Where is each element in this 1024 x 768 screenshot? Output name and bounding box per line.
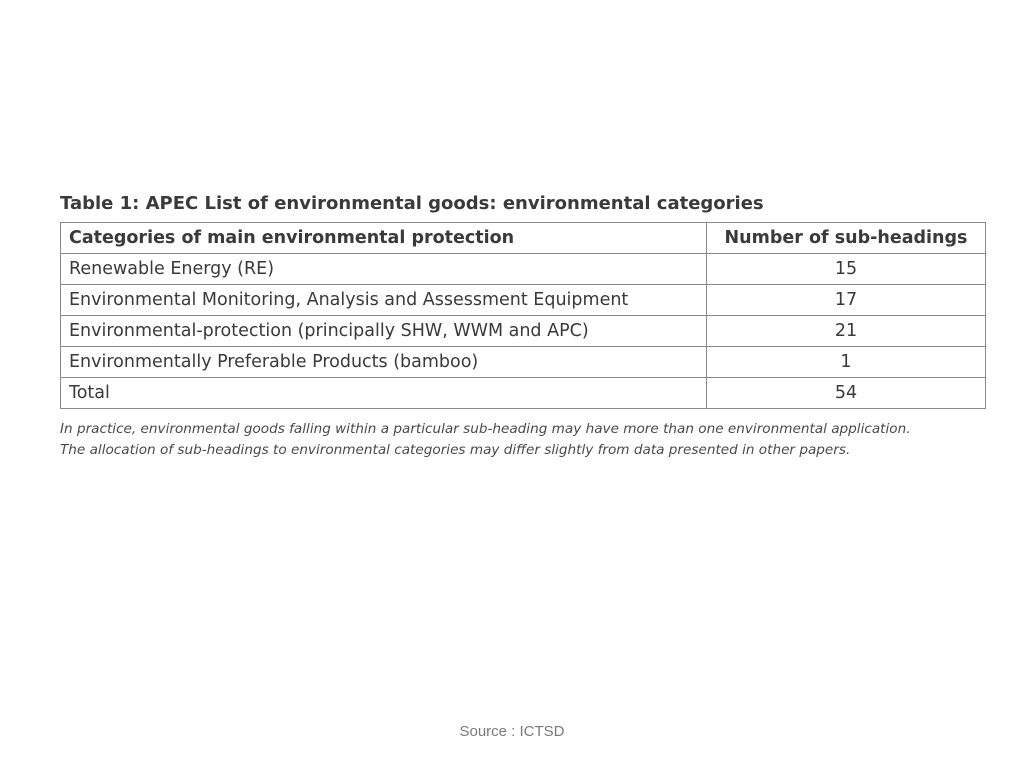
table-row xyxy=(61,285,986,316)
total-row xyxy=(61,378,986,409)
header-sub-headings-count: Number of sub-headings xyxy=(707,223,986,254)
count-cell: 1 xyxy=(707,347,986,378)
header-category: Categories of main environmental protection xyxy=(61,223,707,254)
note-line: In practice, environmental goods falling within a particular sub-heading may have more than one environmental application. xyxy=(60,421,911,437)
environmental-categories-table xyxy=(60,222,986,409)
source-caption: Source : ICTSD xyxy=(459,723,565,740)
table-row xyxy=(61,347,986,378)
table-title: Table 1: APEC List of environmental goods: environmental categories xyxy=(60,193,764,214)
category-cell: Environmental Monitoring, Analysis and Assessment Equipment xyxy=(61,285,707,316)
note-line: The allocation of sub-headings to environmental categories may differ slightly from data presented in other papers. xyxy=(60,442,851,458)
table-row xyxy=(61,254,986,285)
count-cell: 17 xyxy=(707,285,986,316)
count-cell: 21 xyxy=(707,316,986,347)
total-count-cell: 54 xyxy=(707,378,986,409)
category-cell: Environmental-protection (principally SHW, WWM and APC) xyxy=(61,316,707,347)
category-cell: Environmentally Preferable Products (bamboo) xyxy=(61,347,707,378)
total-label-cell: Total xyxy=(61,378,707,409)
count-cell: 15 xyxy=(707,254,986,285)
table-notes xyxy=(60,419,985,461)
table-figure xyxy=(60,192,985,461)
table-header-row xyxy=(61,223,986,254)
table-row xyxy=(61,316,986,347)
category-cell: Renewable Energy (RE) xyxy=(61,254,707,285)
